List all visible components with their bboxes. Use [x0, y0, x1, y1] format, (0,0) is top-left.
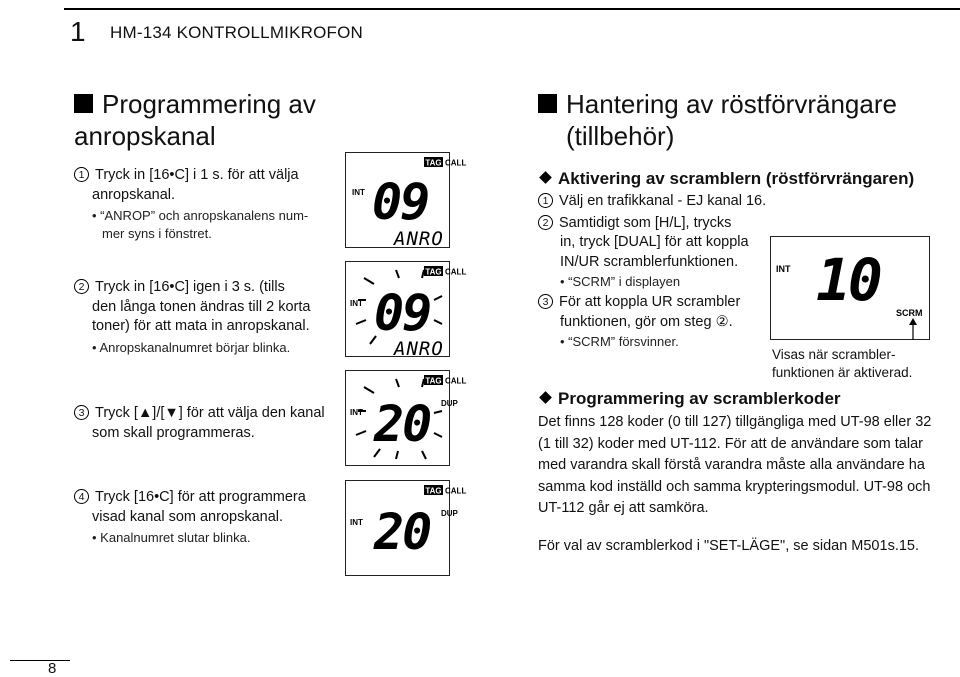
step-number-badge: 3	[74, 405, 89, 420]
step-text: anropskanal.	[92, 186, 176, 203]
lcd-display-2	[345, 261, 467, 360]
scrm-display-graphic	[770, 236, 930, 340]
left-title-line1: Programmering av	[102, 89, 316, 119]
programming-paragraph	[538, 412, 958, 520]
activation-heading-text: Aktivering av scramblern (röstförvrängaren)	[558, 169, 915, 188]
step-text: som skall programmeras.	[92, 424, 255, 441]
step-text: toner) för att mata in anropskanal.	[92, 318, 310, 334]
lcd-text: ANRO	[394, 228, 444, 250]
channel-number: 10	[816, 246, 880, 314]
page-number: 8	[48, 660, 57, 677]
programming-heading-text: Programmering av scramblerkoder	[558, 389, 841, 408]
lcd-display-3	[345, 370, 467, 466]
tag-label: TAG	[425, 267, 442, 277]
square-bullet-icon	[74, 94, 93, 113]
left-step-4	[74, 488, 336, 547]
step-bullet: • Kanalnumret slutar blinka.	[92, 530, 251, 545]
step-text: Samtidigt som [H/L], trycks	[559, 214, 732, 231]
left-section-title	[74, 88, 316, 152]
tag-label: TAG	[425, 376, 442, 386]
step-number-badge: 3	[538, 294, 553, 309]
chapter-number: 1	[70, 16, 86, 47]
right-section-title	[538, 88, 897, 152]
lcd-display-graphic	[346, 262, 467, 360]
channel-number: 09	[374, 284, 431, 342]
lcd-display-4	[345, 480, 467, 576]
step-text: Tryck in [16•C] igen i 3 s. (tills	[95, 279, 285, 295]
diamond-bullet-icon	[539, 391, 552, 404]
step-number-badge: 1	[74, 167, 89, 182]
paragraph-line: UT-112 går ej att samköra.	[538, 500, 709, 516]
paragraph-line: Det finns 128 koder (0 till 127) tillgängliga med UT-98 eller 32	[538, 414, 932, 430]
paragraph-line: med varandra skall förstå varandra måste alla användare ha	[538, 457, 925, 473]
call-label: CALL	[445, 486, 467, 496]
int-label: INT	[350, 408, 363, 417]
scrm-label: SCRM	[896, 308, 923, 318]
step-text: in, tryck [DUAL] för att koppla	[560, 234, 749, 250]
tag-label: TAG	[425, 486, 442, 496]
call-label: CALL	[445, 376, 467, 386]
right-title-line2: (tillbehör)	[566, 121, 675, 151]
activation-heading	[538, 168, 914, 190]
step-bullet: • Anropskanalnumret börjar blinka.	[92, 339, 291, 355]
lcd-display-graphic	[346, 371, 467, 467]
channel-number: 20	[374, 503, 431, 561]
lcd-display-graphic	[346, 481, 467, 577]
left-step-2	[74, 278, 336, 357]
int-label: INT	[350, 518, 363, 527]
square-bullet-icon	[538, 94, 557, 113]
activation-steps	[538, 192, 768, 351]
channel-number: 09	[372, 173, 429, 231]
caption-line: funktionen är aktiverad.	[772, 365, 913, 380]
left-step-3	[74, 404, 336, 443]
int-label: INT	[352, 188, 365, 197]
step-number-badge: 4	[74, 489, 89, 504]
right-title-line1: Hantering av röstförvrängare	[566, 89, 897, 119]
call-label: CALL	[445, 158, 467, 168]
step-text: visad kanal som anropskanal.	[92, 508, 284, 525]
footer-rule	[10, 660, 70, 661]
step-text: För att koppla UR scrambler	[559, 294, 741, 310]
tag-label: TAG	[425, 158, 442, 168]
int-label: INT	[350, 299, 363, 308]
step-bullet: mer syns i fönstret.	[102, 226, 212, 241]
arrow-up-icon	[909, 318, 917, 325]
caption-line: Visas när scrambler-	[772, 347, 896, 362]
paragraph-line: samma kod inställd och samma krypteringsmodul. UT-98 och	[538, 478, 931, 495]
dup-label: DUP	[441, 509, 458, 518]
scrm-display	[770, 236, 930, 340]
programming-heading	[538, 388, 841, 410]
step-text: funktionen, gör om steg ②.	[560, 313, 733, 330]
scrm-caption	[772, 346, 912, 382]
step-bullet: • “SCRM” försvinner.	[560, 334, 679, 349]
step-number-badge: 2	[538, 215, 553, 230]
step-text: Tryck [▲]/[▼] för att välja den kanal	[95, 405, 325, 421]
step-text: Välj en trafikkanal - EJ kanal 16.	[559, 193, 767, 209]
paragraph-line: (1 till 32) koder med UT-112. För att de användare som talar	[538, 435, 923, 452]
lcd-display-1	[345, 152, 467, 250]
dup-label: DUP	[441, 399, 458, 408]
step-text: den långa tonen ändras till 2 korta	[92, 298, 311, 315]
channel-number: 20	[374, 395, 431, 453]
step-bullet: • “ANROP” och anropskanalens num-	[92, 208, 309, 223]
step-text: Tryck in [16•C] i 1 s. för att välja	[95, 167, 299, 183]
lcd-display-graphic	[346, 153, 467, 250]
call-label: CALL	[445, 267, 467, 277]
lcd-text: ANRO	[394, 338, 444, 360]
step-text: IN/UR scramblerfunktionen.	[560, 253, 739, 270]
diamond-bullet-icon	[539, 171, 552, 184]
step-number-badge: 1	[538, 193, 553, 208]
chapter-title: HM-134 KONTROLLMIKROFON	[110, 23, 364, 42]
programming-note: För val av scramblerkod i "SET-LÄGE", se sidan M501s.15.	[538, 538, 920, 554]
step-bullet: • “SCRM” i displayen	[560, 274, 681, 289]
step-number-badge: 2	[74, 279, 89, 294]
step-text: Tryck [16•C] för att programmera	[95, 489, 306, 505]
left-step-1	[74, 166, 336, 243]
left-title-line2: anropskanal	[74, 121, 216, 151]
header-rule	[64, 8, 960, 10]
int-label: INT	[776, 264, 791, 274]
